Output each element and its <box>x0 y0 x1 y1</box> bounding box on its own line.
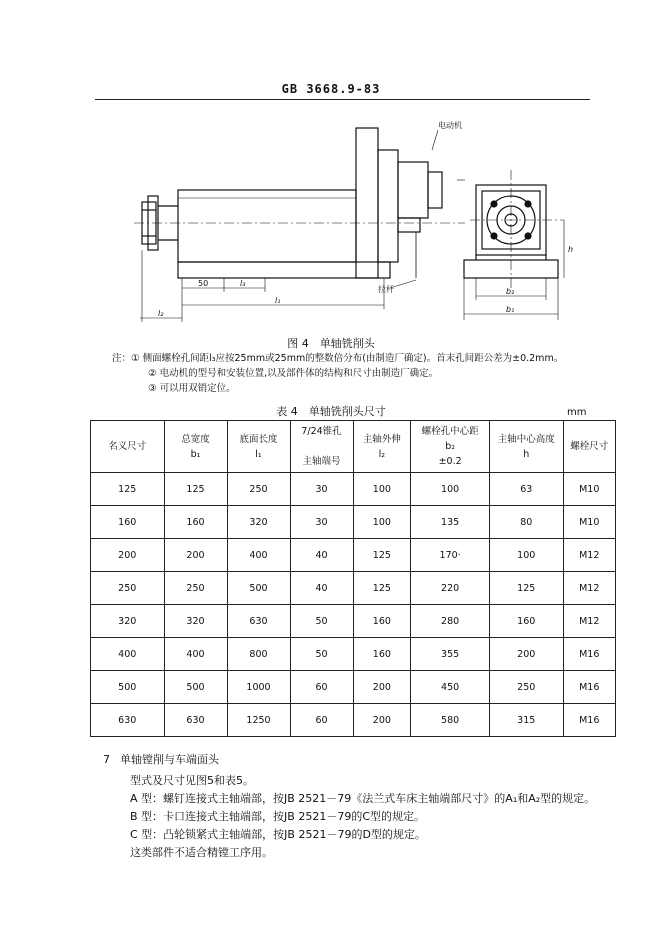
table-cell: 60 <box>290 704 353 737</box>
table-cell: M12 <box>563 572 616 605</box>
figure-caption: 图 4 单轴铣削头 <box>287 337 375 350</box>
table-cell: 200 <box>164 539 227 572</box>
note-2 <box>148 366 563 381</box>
table-cell: 400 <box>164 638 227 671</box>
motor-flange <box>356 128 378 278</box>
section-title: 单轴镗削与车端面头 <box>120 753 219 766</box>
table-cell: M12 <box>563 539 616 572</box>
table-cell: 250 <box>490 671 564 704</box>
table-row <box>91 704 616 737</box>
table-header-row <box>91 421 616 473</box>
table-cell: 320 <box>164 605 227 638</box>
table-cell: 630 <box>164 704 227 737</box>
col-header-center-height: 主轴中心高度 h <box>490 421 564 473</box>
table-row <box>91 539 616 572</box>
table-cell: 170· <box>411 539 490 572</box>
figure-notes <box>112 351 564 396</box>
table-cell: 220 <box>411 572 490 605</box>
table-cell: 40 <box>290 572 353 605</box>
table-cell: 160 <box>164 506 227 539</box>
note-3-text: 可以用双销定位。 <box>159 383 236 394</box>
table-cell: 250 <box>91 572 165 605</box>
table-cell: M16 <box>563 638 616 671</box>
table-cell: 280 <box>411 605 490 638</box>
label-tie-rod: 拉杆 <box>378 285 394 294</box>
body-line: B 型：卡口连接式主轴端部，按JB 2521－79的C型的规定。 <box>130 810 426 823</box>
section-body <box>130 772 595 862</box>
table-row <box>91 638 616 671</box>
note-3 <box>148 381 563 396</box>
table-cell: 125 <box>91 473 165 506</box>
table-cell: 125 <box>490 572 564 605</box>
table-cell: 160 <box>91 506 165 539</box>
table-cell: 100 <box>490 539 564 572</box>
table-body <box>91 473 616 737</box>
table-cell: 50 <box>290 638 353 671</box>
table-cell: 315 <box>490 704 564 737</box>
body-line: C 型：凸轮锁紧式主轴端部，按JB 2521－79的D型的规定。 <box>130 828 426 841</box>
table-cell: 1250 <box>227 704 290 737</box>
dimension-table <box>90 420 616 737</box>
label-dim-h: h <box>568 245 574 254</box>
table-cell: 160 <box>490 605 564 638</box>
table-cell: M10 <box>563 506 616 539</box>
col-header-spindle-ext: 主轴外伸 l₂ <box>353 421 411 473</box>
table-unit: mm <box>567 407 587 418</box>
table-cell: 400 <box>227 539 290 572</box>
table-cell: 80 <box>490 506 564 539</box>
label-dim-l2: l₂ <box>158 309 164 318</box>
table-cell: 580 <box>411 704 490 737</box>
note-1-prefix: 注：① <box>112 353 140 364</box>
note-1 <box>112 351 563 366</box>
table-title: 表 4 单轴铣削头尺寸 <box>276 405 386 418</box>
table-cell: 355 <box>411 638 490 671</box>
body-line: 这类部件不适合精镗工序用。 <box>130 846 273 859</box>
table-cell: 60 <box>290 671 353 704</box>
table-cell: 100 <box>353 473 411 506</box>
col-header-base-length: 底面长度 l₁ <box>227 421 290 473</box>
table-cell: 160 <box>353 605 411 638</box>
label-motor: 电动机 <box>438 121 462 130</box>
table-row <box>91 671 616 704</box>
table-cell: 1000 <box>227 671 290 704</box>
table-cell: 500 <box>227 572 290 605</box>
table-cell: M16 <box>563 704 616 737</box>
table-cell: 500 <box>164 671 227 704</box>
standard-code-header: GB 3668.9-83 <box>281 82 381 96</box>
col-header-bolt-size: 螺栓尺寸 <box>563 421 616 473</box>
table-cell: 250 <box>227 473 290 506</box>
table-cell: M16 <box>563 671 616 704</box>
motor <box>398 162 442 232</box>
table-cell: 30 <box>290 506 353 539</box>
table-cell: 400 <box>91 638 165 671</box>
table-cell: 200 <box>353 704 411 737</box>
table-cell: 630 <box>91 704 165 737</box>
col-header-total-width: 总宽度 b₁ <box>164 421 227 473</box>
table-cell: 320 <box>91 605 165 638</box>
note-3-prefix: ③ <box>148 383 157 394</box>
note-2-prefix: ② <box>148 368 157 379</box>
col-header-taper: 7/24锥孔 主轴端号 <box>290 421 353 473</box>
header-rule <box>95 99 590 100</box>
col-header-bolt-spacing: 螺栓孔中心距 b₂ ±0.2 <box>411 421 490 473</box>
housing-base <box>178 262 390 278</box>
table-row <box>91 473 616 506</box>
body-line: 型式及尺寸见图5和表5。 <box>130 774 254 787</box>
table-cell: 450 <box>411 671 490 704</box>
label-dim-b2: b₂ <box>506 287 515 296</box>
table-row <box>91 572 616 605</box>
table-cell: 250 <box>164 572 227 605</box>
note-2-text: 电动机的型号和安装位置,以及部件体的结构和尺寸由制造厂确定。 <box>159 368 439 379</box>
table-cell: 125 <box>353 572 411 605</box>
table-cell: 100 <box>353 506 411 539</box>
table-cell: M12 <box>563 605 616 638</box>
table-cell: 63 <box>490 473 564 506</box>
table-cell: 500 <box>91 671 165 704</box>
milling-head-drawing <box>120 110 580 325</box>
table-cell: 125 <box>164 473 227 506</box>
table-cell: 630 <box>227 605 290 638</box>
label-dim-l1: l₁ <box>275 296 281 305</box>
label-dim-b1: b₁ <box>506 305 515 314</box>
table-cell: 50 <box>290 605 353 638</box>
section-heading <box>103 751 219 767</box>
col-header-nominal: 名义尺寸 <box>91 421 165 473</box>
section-number: 7 <box>103 753 110 766</box>
body-line: A 型：螺钉连接式主轴端部，按JB 2521－79《法兰式车床主轴端部尺寸》的A₁和A₂型的规定。 <box>130 792 596 805</box>
table-cell: 40 <box>290 539 353 572</box>
note-1-text: 侧面螺栓孔间距l₃应按25mm或25mm的整数倍分布(由制造厂确定)。首末孔间距公差为±0.2mm。 <box>142 353 564 364</box>
housing-body <box>178 190 356 262</box>
table-cell: 100 <box>411 473 490 506</box>
table-row <box>91 605 616 638</box>
table-cell: 320 <box>227 506 290 539</box>
table-cell: 200 <box>490 638 564 671</box>
table-cell: 30 <box>290 473 353 506</box>
table-cell: 200 <box>353 671 411 704</box>
label-dim-50: 50 <box>198 279 209 288</box>
table-row <box>91 506 616 539</box>
table-cell: 200 <box>91 539 165 572</box>
label-dim-l3: l₃ <box>240 279 246 288</box>
table-cell: 135 <box>411 506 490 539</box>
table-cell: 160 <box>353 638 411 671</box>
table-cell: M10 <box>563 473 616 506</box>
table-cell: 125 <box>353 539 411 572</box>
table-cell: 800 <box>227 638 290 671</box>
